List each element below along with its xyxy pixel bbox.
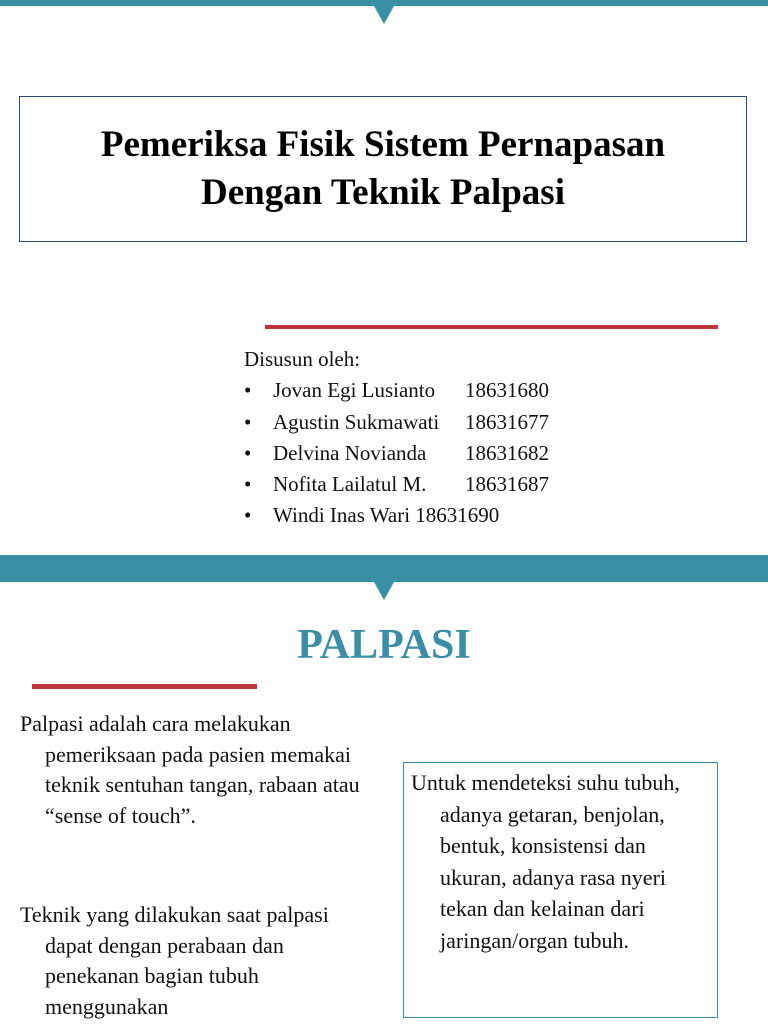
slide-separator-bar xyxy=(0,555,768,582)
purpose-text: Untuk mendeteksi suhu tubuh, adanya getaran, benjolan, bentuk, konsistensi dan ukuran, adanya rasa nyeri tekan dan kelainan dari jaringan/organ tubuh. xyxy=(411,770,680,953)
author-item xyxy=(244,375,549,406)
author-name: Delvina Novianda xyxy=(273,440,427,465)
red-divider-2 xyxy=(32,684,257,689)
bullet-icon: • xyxy=(244,503,252,528)
title-box xyxy=(19,96,747,242)
author-item xyxy=(244,469,549,500)
red-divider-1 xyxy=(265,325,718,329)
author-id: 18631682 xyxy=(465,440,549,465)
author-name: Nofita Lailatul M. xyxy=(273,472,427,497)
purpose-box xyxy=(403,762,718,1018)
author-id: 18631680 xyxy=(465,378,549,403)
top-notch-marker xyxy=(374,6,394,24)
bullet-icon: • xyxy=(244,378,252,403)
slide-title-line-2: Dengan Teknik Palpasi xyxy=(201,172,565,213)
author-item xyxy=(244,438,549,469)
bullet-icon: • xyxy=(244,440,252,465)
technique-paragraph: Teknik yang dilakukan saat palpasi dapat dengan perabaan dan penekanan bagian tubuh menggunakan xyxy=(20,902,329,1019)
section-heading: PALPASI xyxy=(297,622,471,668)
compiled-by-label xyxy=(244,344,549,375)
definition-paragraph: Palpasi adalah cara melakukan pemeriksaan pada pasien memakai teknik sentuhan tangan, rabaan atau “sense of touch”. xyxy=(20,711,360,828)
bullet-icon: • xyxy=(244,472,252,497)
compiled-by-text: Disusun oleh: xyxy=(244,347,361,371)
author-list xyxy=(244,344,549,532)
slide-title-line-1: Pemeriksa Fisik Sistem Pernapasan xyxy=(100,124,666,165)
author-name: Jovan Egi Lusianto xyxy=(273,378,436,403)
bullet-icon: • xyxy=(244,409,252,434)
author-id: 18631677 xyxy=(465,409,549,434)
separator-notch-marker xyxy=(374,582,394,600)
author-item xyxy=(244,407,549,438)
author-item xyxy=(244,500,549,531)
author-name: Windi Inas Wari 18631690 xyxy=(273,503,500,528)
author-id: 18631687 xyxy=(465,472,549,497)
author-name: Agustin Sukmawati xyxy=(273,409,440,434)
